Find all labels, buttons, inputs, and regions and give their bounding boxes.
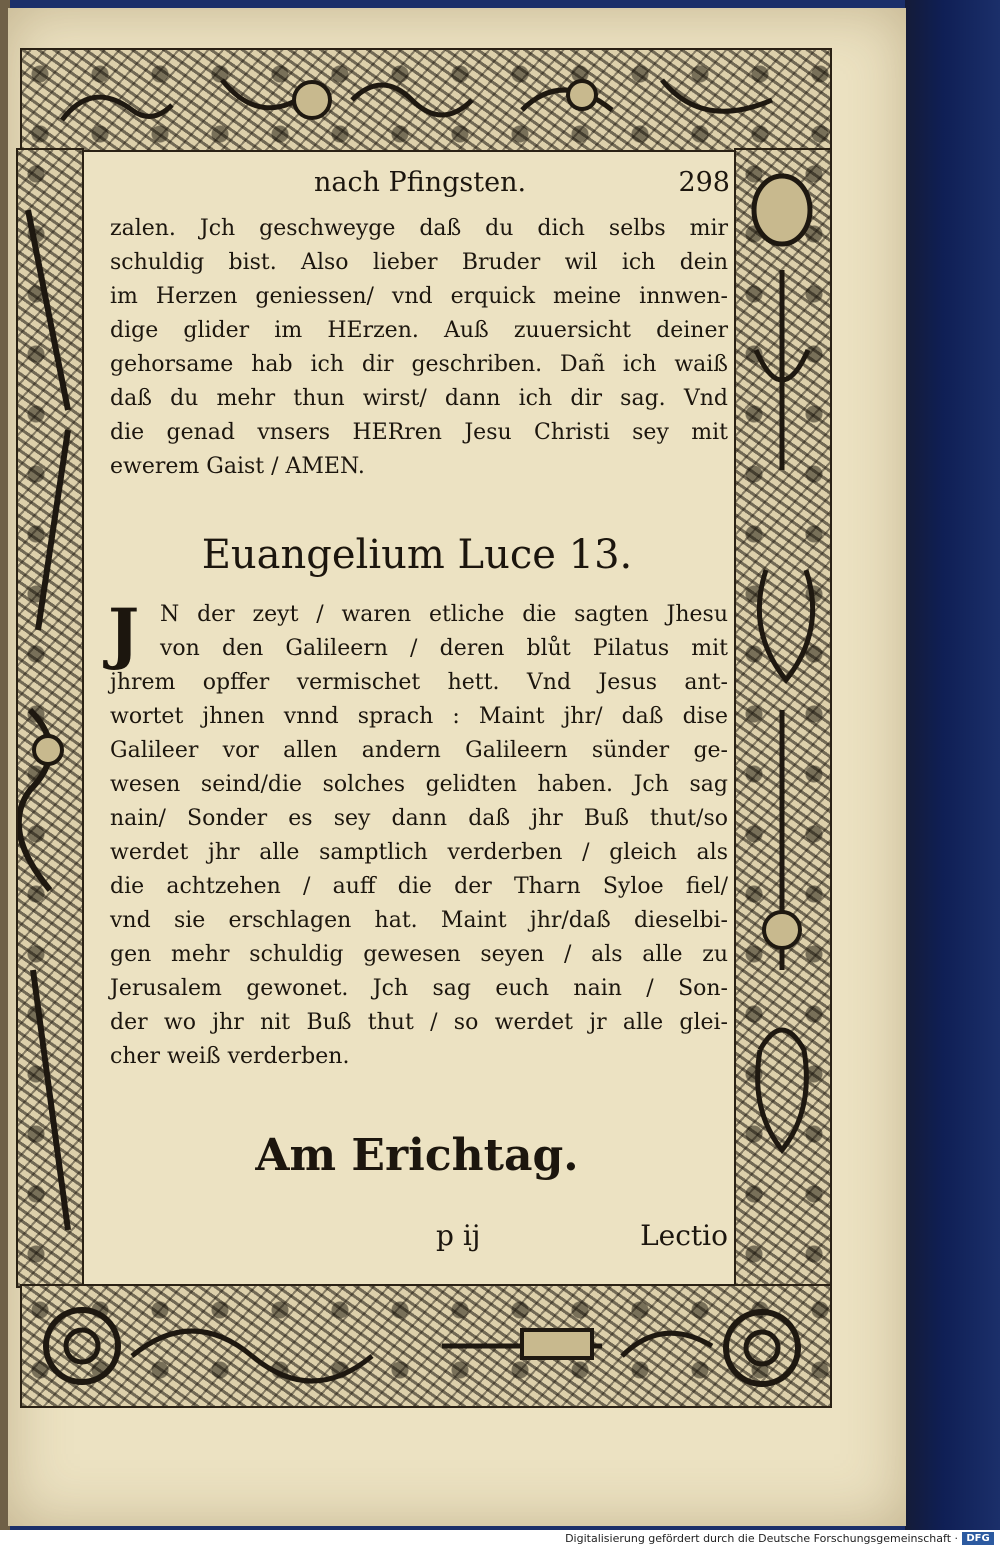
gospel-line: der wo jhr nit Buß thut / so werdet jr alle glei-	[110, 1010, 728, 1035]
woodcut-border-bottom	[20, 1284, 832, 1408]
gospel-line: vnd sie erschlagen hat. Maint jhr/daß dieselbi-	[110, 908, 728, 933]
initial-letter: J	[108, 594, 140, 672]
tuesday-heading: Am Erichtag.	[255, 1130, 579, 1181]
epistle-line: dige glider im HErzen. Auß zuuersicht deiner	[110, 318, 728, 343]
gospel-line: von den Galileern / deren blůt Pilatus mit	[160, 636, 728, 661]
gospel-line: N der zeyt / waren etliche die sagten Jhesu	[160, 602, 728, 627]
gospel-line: gen mehr schuldig gewesen seyen / als alle zu	[110, 942, 728, 967]
gospel-line: Jerusalem gewonet. Jch sag euch nain / Son-	[110, 976, 728, 1001]
digitization-footer	[0, 1530, 1000, 1548]
epistle-line: daß du mehr thun wirst/ dann ich dir sag. Vnd	[110, 386, 728, 411]
gospel-line: wortet jhnen vnnd sprach : Maint jhr/ daß dise	[110, 704, 728, 729]
epistle-line: gehorsame hab ich dir geschriben. Dañ ich waiß	[110, 352, 728, 377]
scrollwork-frieze-icon	[22, 1286, 830, 1406]
woodcut-border-left	[16, 148, 84, 1288]
gospel-line: nain/ Sonder es sey dann daß jhr Buß thut/so	[110, 806, 728, 831]
running-head: nach Pfingsten.	[313, 167, 527, 198]
book-edge-right	[905, 0, 1000, 1530]
animal-frieze-icon	[22, 50, 830, 150]
gospel-line: die achtzehen / auff die der Tharn Syloe fiel/	[110, 874, 728, 899]
signature-mark: p ij	[436, 1219, 481, 1252]
gospel-heading: Euangelium Luce 13.	[201, 532, 633, 578]
woodcut-border-right	[734, 148, 832, 1288]
gospel-line: werdet jhr alle samptlich verderben / gleich als	[110, 840, 728, 865]
gospel-line: jhrem opffer vermischet hett. Vnd Jesus ant-	[110, 670, 728, 695]
page-number: 298	[678, 167, 730, 198]
epistle-line: ewerem Gaist / AMEN.	[110, 454, 365, 479]
gospel-line: Galileer vor allen andern Galileern sünder ge-	[110, 738, 728, 763]
epistle-line: schuldig bist. Also lieber Bruder wil ich dein	[110, 250, 728, 275]
text-block	[104, 158, 730, 1278]
catchword: Lectio	[640, 1219, 728, 1252]
footer-credit: Digitalisierung gefördert durch die Deutsche Forschungsgemeinschaft ·	[565, 1532, 958, 1545]
woodcut-border-top	[20, 48, 832, 152]
epistle-line: im Herzen geniessen/ vnd erquick meine innwen-	[110, 284, 728, 309]
dfg-logo: DFG	[962, 1532, 994, 1545]
instrument-column-icon	[18, 150, 82, 1286]
epistle-line: die genad vnsers HERren Jesu Christi sey mit	[110, 420, 728, 445]
gospel-line: cher weiß verderben.	[110, 1044, 350, 1069]
viol-and-drum-icon	[736, 150, 830, 1286]
book-page	[8, 8, 906, 1526]
gospel-line: wesen seind/die solches gelidten haben. Jch sag	[110, 772, 728, 797]
epistle-line: zalen. Jch geschweyge daß du dich selbs mir	[110, 216, 728, 241]
